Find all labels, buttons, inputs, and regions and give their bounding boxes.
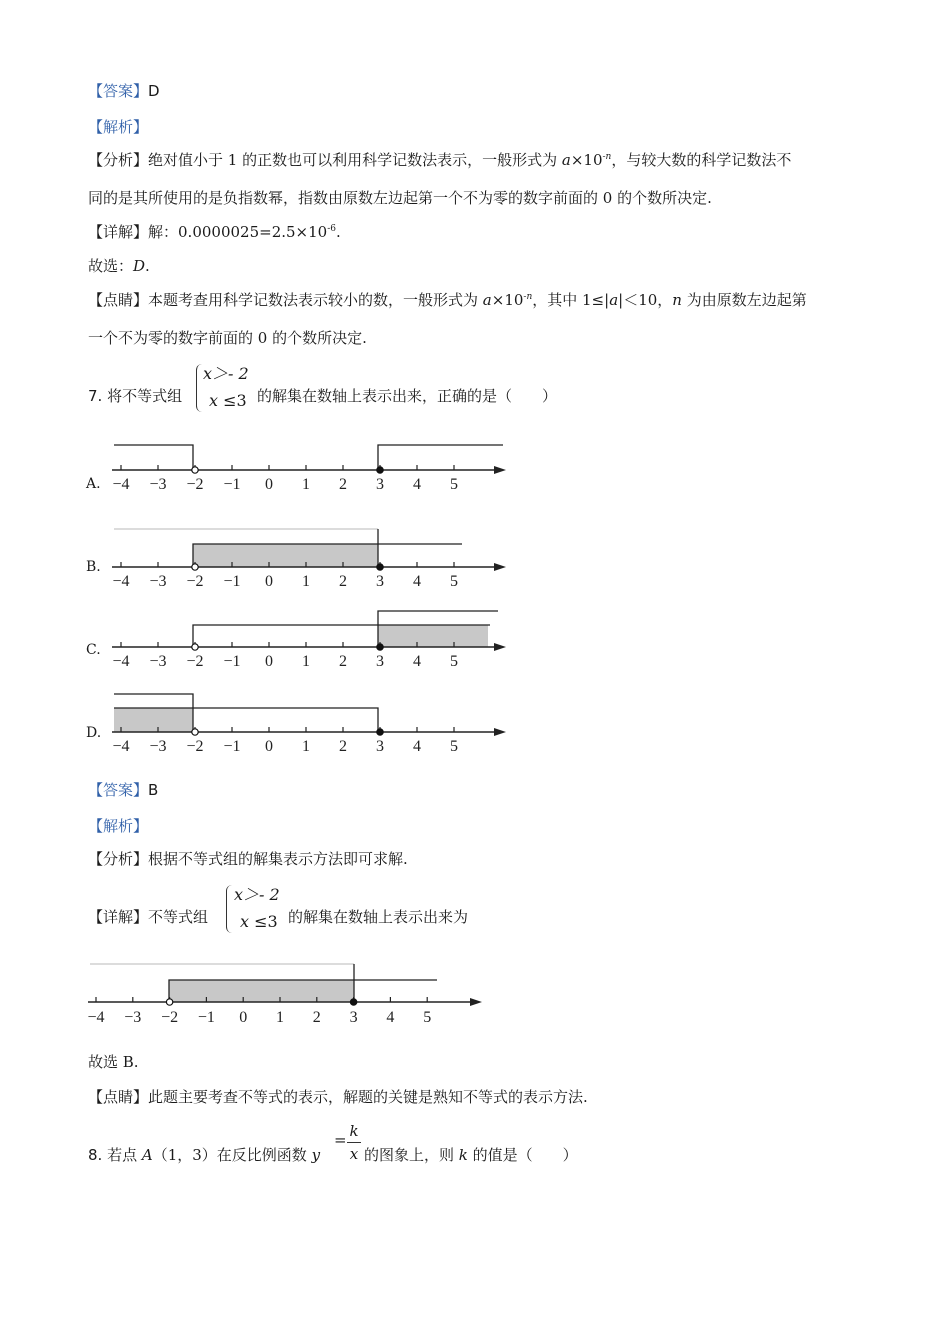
- option-b-number-line[interactable]: [0, 515, 520, 590]
- q7-dianjing-line: [88, 1087, 588, 1107]
- tick-label: 1: [302, 573, 310, 590]
- q7-analysis-tag: 【解析】: [88, 817, 149, 835]
- tick-label: 1: [276, 1009, 284, 1026]
- open-point: [166, 999, 172, 1005]
- tick-label: −2: [186, 738, 204, 755]
- analysis-heading: [88, 117, 148, 137]
- tick-label: −1: [223, 476, 241, 493]
- tick-label: −3: [149, 573, 167, 590]
- answer-line-q6: [88, 81, 160, 101]
- tick-label: −3: [149, 476, 167, 493]
- q7-fenxi-text: 根据不等式组的解集表示方法即可求解.: [148, 850, 408, 868]
- axis-arrow-icon: [470, 998, 482, 1006]
- sys-l2-rest: ≤3: [218, 391, 247, 410]
- tick-label: 1: [302, 476, 310, 493]
- q7-detail-system-brace: [226, 885, 233, 933]
- formula-a: a: [561, 151, 571, 169]
- open-point: [192, 564, 198, 570]
- choose-value: D: [133, 257, 146, 275]
- tick-label: −1: [197, 1009, 215, 1026]
- tick-label: 4: [413, 476, 421, 493]
- answer-tag: 【答案】: [88, 82, 149, 100]
- closed-point: [377, 467, 383, 473]
- sys-l2-x: x: [209, 391, 219, 410]
- tick-label: 2: [339, 653, 347, 670]
- dianjing-n: n: [672, 291, 682, 309]
- option-b-label[interactable]: B.: [86, 559, 101, 575]
- q7-answer-line: [88, 780, 158, 800]
- range-bracket: [378, 445, 503, 470]
- q7-stem-before: 将不等式组: [107, 387, 183, 405]
- range-bracket: [114, 445, 193, 470]
- fenxi-line-2: 同的是其所使用的是负指数幂，指数由原数左边起第一个不为零的数字前面的 0 的个数所决定.: [88, 189, 712, 207]
- solution-shading: [169, 980, 354, 1002]
- option-a-number-line[interactable]: [0, 430, 520, 500]
- answer-value: D: [148, 82, 160, 100]
- q7-answer-value: B: [148, 781, 159, 799]
- closed-point: [377, 644, 383, 650]
- q7-answer-tag: 【答案】: [88, 781, 149, 799]
- q8-point: A: [141, 1146, 153, 1164]
- tick-label: 5: [450, 738, 458, 755]
- dianjing-text-3: |＜10，: [618, 291, 673, 309]
- dianjing-exp: -n: [523, 292, 533, 302]
- tick-label: 2: [339, 573, 347, 590]
- dianjing-a2: a: [609, 291, 619, 309]
- dianjing-a: a: [482, 291, 492, 309]
- q7-dianjing-tag: 【点睛】: [88, 1088, 149, 1106]
- tick-label: 1: [302, 738, 310, 755]
- detail-text: 解：0.0000025=2.5×10: [148, 223, 328, 241]
- q7-fenxi-tag: 【分析】: [88, 850, 149, 868]
- solution-number-line: [0, 955, 520, 1035]
- solution-shading: [193, 544, 378, 567]
- solution-shading: [114, 708, 193, 732]
- tick-label: −2: [186, 476, 204, 493]
- dianjing-text: 本题考查用科学记数法表示较小的数，一般形式为: [148, 291, 483, 309]
- fenxi-line-1: [88, 150, 791, 170]
- tick-label: 5: [450, 476, 458, 493]
- tick-label: 4: [413, 653, 421, 670]
- q7-system-brace: [196, 364, 203, 412]
- q8-denominator: x: [349, 1145, 359, 1163]
- choose-end: .: [145, 257, 150, 275]
- tick-label: 2: [339, 738, 347, 755]
- tick-label: −3: [124, 1009, 142, 1026]
- q8-equals: =: [334, 1131, 347, 1149]
- q8-numerator: k: [349, 1122, 359, 1140]
- q7-system-line1: [203, 363, 249, 385]
- option-d-number-line[interactable]: [0, 685, 520, 757]
- q8-text-4: 的值是（ ）: [467, 1146, 578, 1164]
- q8-text-2: （1，3）在反比例函数: [152, 1146, 312, 1164]
- formula-base: ×10: [570, 151, 603, 169]
- tick-label: −2: [161, 1009, 179, 1026]
- q7-stem: [88, 386, 182, 406]
- choose-label: 故选：: [88, 257, 134, 275]
- q7-analysis-heading: [88, 816, 148, 836]
- tick-label: −4: [112, 738, 130, 755]
- q8-text-3: 的图象上，则: [364, 1146, 459, 1164]
- detail-exp: -6: [327, 224, 336, 234]
- closed-point: [377, 729, 383, 735]
- tick-label: −1: [223, 738, 241, 755]
- tick-label: −2: [186, 653, 204, 670]
- q7-detail-line: [88, 907, 208, 927]
- q7-stem-after: 的解集在数轴上表示出来，正确的是（ ）: [257, 387, 558, 405]
- tick-label: 4: [413, 573, 421, 590]
- dianjing-text-4: 为由原数左边起第: [681, 291, 807, 309]
- q8-stem-tail: [364, 1145, 578, 1165]
- option-a-label[interactable]: A.: [86, 476, 101, 492]
- fenxi-text-cont: ，与较大数的科学记数法不: [611, 151, 792, 169]
- tick-label: 0: [265, 738, 273, 755]
- dianjing-line-2: 一个不为零的数字前面的 0 的个数所决定.: [88, 329, 367, 347]
- option-c-number-line[interactable]: [0, 600, 520, 672]
- q7-detail-before: 不等式组: [148, 908, 209, 926]
- tick-label: 3: [376, 653, 384, 670]
- open-point: [192, 467, 198, 473]
- closed-point: [350, 999, 356, 1005]
- q7-dianjing-text: 此题主要考查不等式的表示，解题的关键是熟知不等式的表示方法.: [148, 1088, 588, 1106]
- open-point: [192, 729, 198, 735]
- q8-fraction: [347, 1122, 361, 1163]
- tick-label: 2: [312, 1009, 321, 1026]
- tick-label: 5: [450, 653, 458, 670]
- closed-point: [377, 564, 383, 570]
- tick-label: −3: [149, 738, 167, 755]
- analysis-tag: 【解析】: [88, 118, 149, 136]
- q7-fenxi-line: [88, 849, 408, 869]
- q8-number: 8.: [88, 1146, 103, 1164]
- dsys-l2-rest: ≤3: [249, 912, 278, 931]
- formula-exp: -n: [602, 152, 612, 162]
- tick-label: 3: [376, 476, 384, 493]
- tick-label: 3: [376, 573, 384, 590]
- q7-detail-after: 的解集在数轴上表示出来为: [288, 908, 469, 926]
- q8-k: k: [458, 1146, 468, 1164]
- axis-arrow-icon: [494, 643, 506, 651]
- q7-system-line2: [209, 390, 247, 412]
- dsys-l2-x: x: [240, 912, 250, 931]
- axis-arrow-icon: [494, 728, 506, 736]
- tick-label: −3: [149, 653, 167, 670]
- tick-label: 2: [339, 476, 347, 493]
- dianjing-line-1: [88, 290, 807, 310]
- fenxi-text: 绝对值小于 1 的正数也可以利用科学记数法表示，一般形式为: [148, 151, 562, 169]
- axis-arrow-icon: [494, 466, 506, 474]
- tick-label: −1: [223, 573, 241, 590]
- q7-choose-line: 故选 B.: [88, 1053, 139, 1071]
- tick-label: −4: [112, 476, 130, 493]
- tick-label: 3: [376, 738, 384, 755]
- tick-label: −2: [186, 573, 204, 590]
- detail-line: [88, 222, 341, 242]
- tick-label: 4: [413, 738, 421, 755]
- dsys-l1: x＞- 2: [234, 885, 280, 904]
- tick-label: 1: [302, 653, 310, 670]
- tick-label: 5: [450, 573, 458, 590]
- tick-label: 0: [239, 1009, 248, 1026]
- q7-detail-sys-line1: [234, 884, 280, 906]
- detail-end: .: [336, 223, 341, 241]
- tick-label: −4: [112, 573, 130, 590]
- tick-label: −1: [223, 653, 241, 670]
- tick-label: 0: [265, 573, 273, 590]
- tick-label: −4: [112, 653, 130, 670]
- axis-arrow-icon: [494, 563, 506, 571]
- q7-detail-tag: 【详解】: [88, 908, 149, 926]
- tick-label: 5: [423, 1009, 432, 1026]
- dianjing-base: ×10: [491, 291, 524, 309]
- choose-line: [88, 256, 150, 276]
- option-d-label[interactable]: D.: [86, 725, 102, 741]
- tick-label: 0: [265, 476, 273, 493]
- tick-label: 4: [386, 1009, 395, 1026]
- q8-y: y: [311, 1146, 321, 1164]
- tick-label: 0: [265, 653, 273, 670]
- q8-text-1: 若点: [107, 1146, 142, 1164]
- sys-l1: x＞- 2: [203, 364, 249, 383]
- dianjing-tag: 【点睛】: [88, 291, 149, 309]
- detail-tag: 【详解】: [88, 223, 149, 241]
- dianjing-text-2: ，其中 1≤|: [532, 291, 610, 309]
- solution-shading: [378, 625, 488, 647]
- q7-number: 7.: [88, 387, 103, 405]
- q7-detail-sys-line2: [240, 911, 278, 933]
- q8-stem: [88, 1145, 320, 1165]
- open-point: [192, 644, 198, 650]
- fenxi-tag: 【分析】: [88, 151, 149, 169]
- option-c-label[interactable]: C.: [86, 642, 101, 658]
- tick-label: −4: [87, 1009, 105, 1026]
- tick-label: 3: [349, 1009, 358, 1026]
